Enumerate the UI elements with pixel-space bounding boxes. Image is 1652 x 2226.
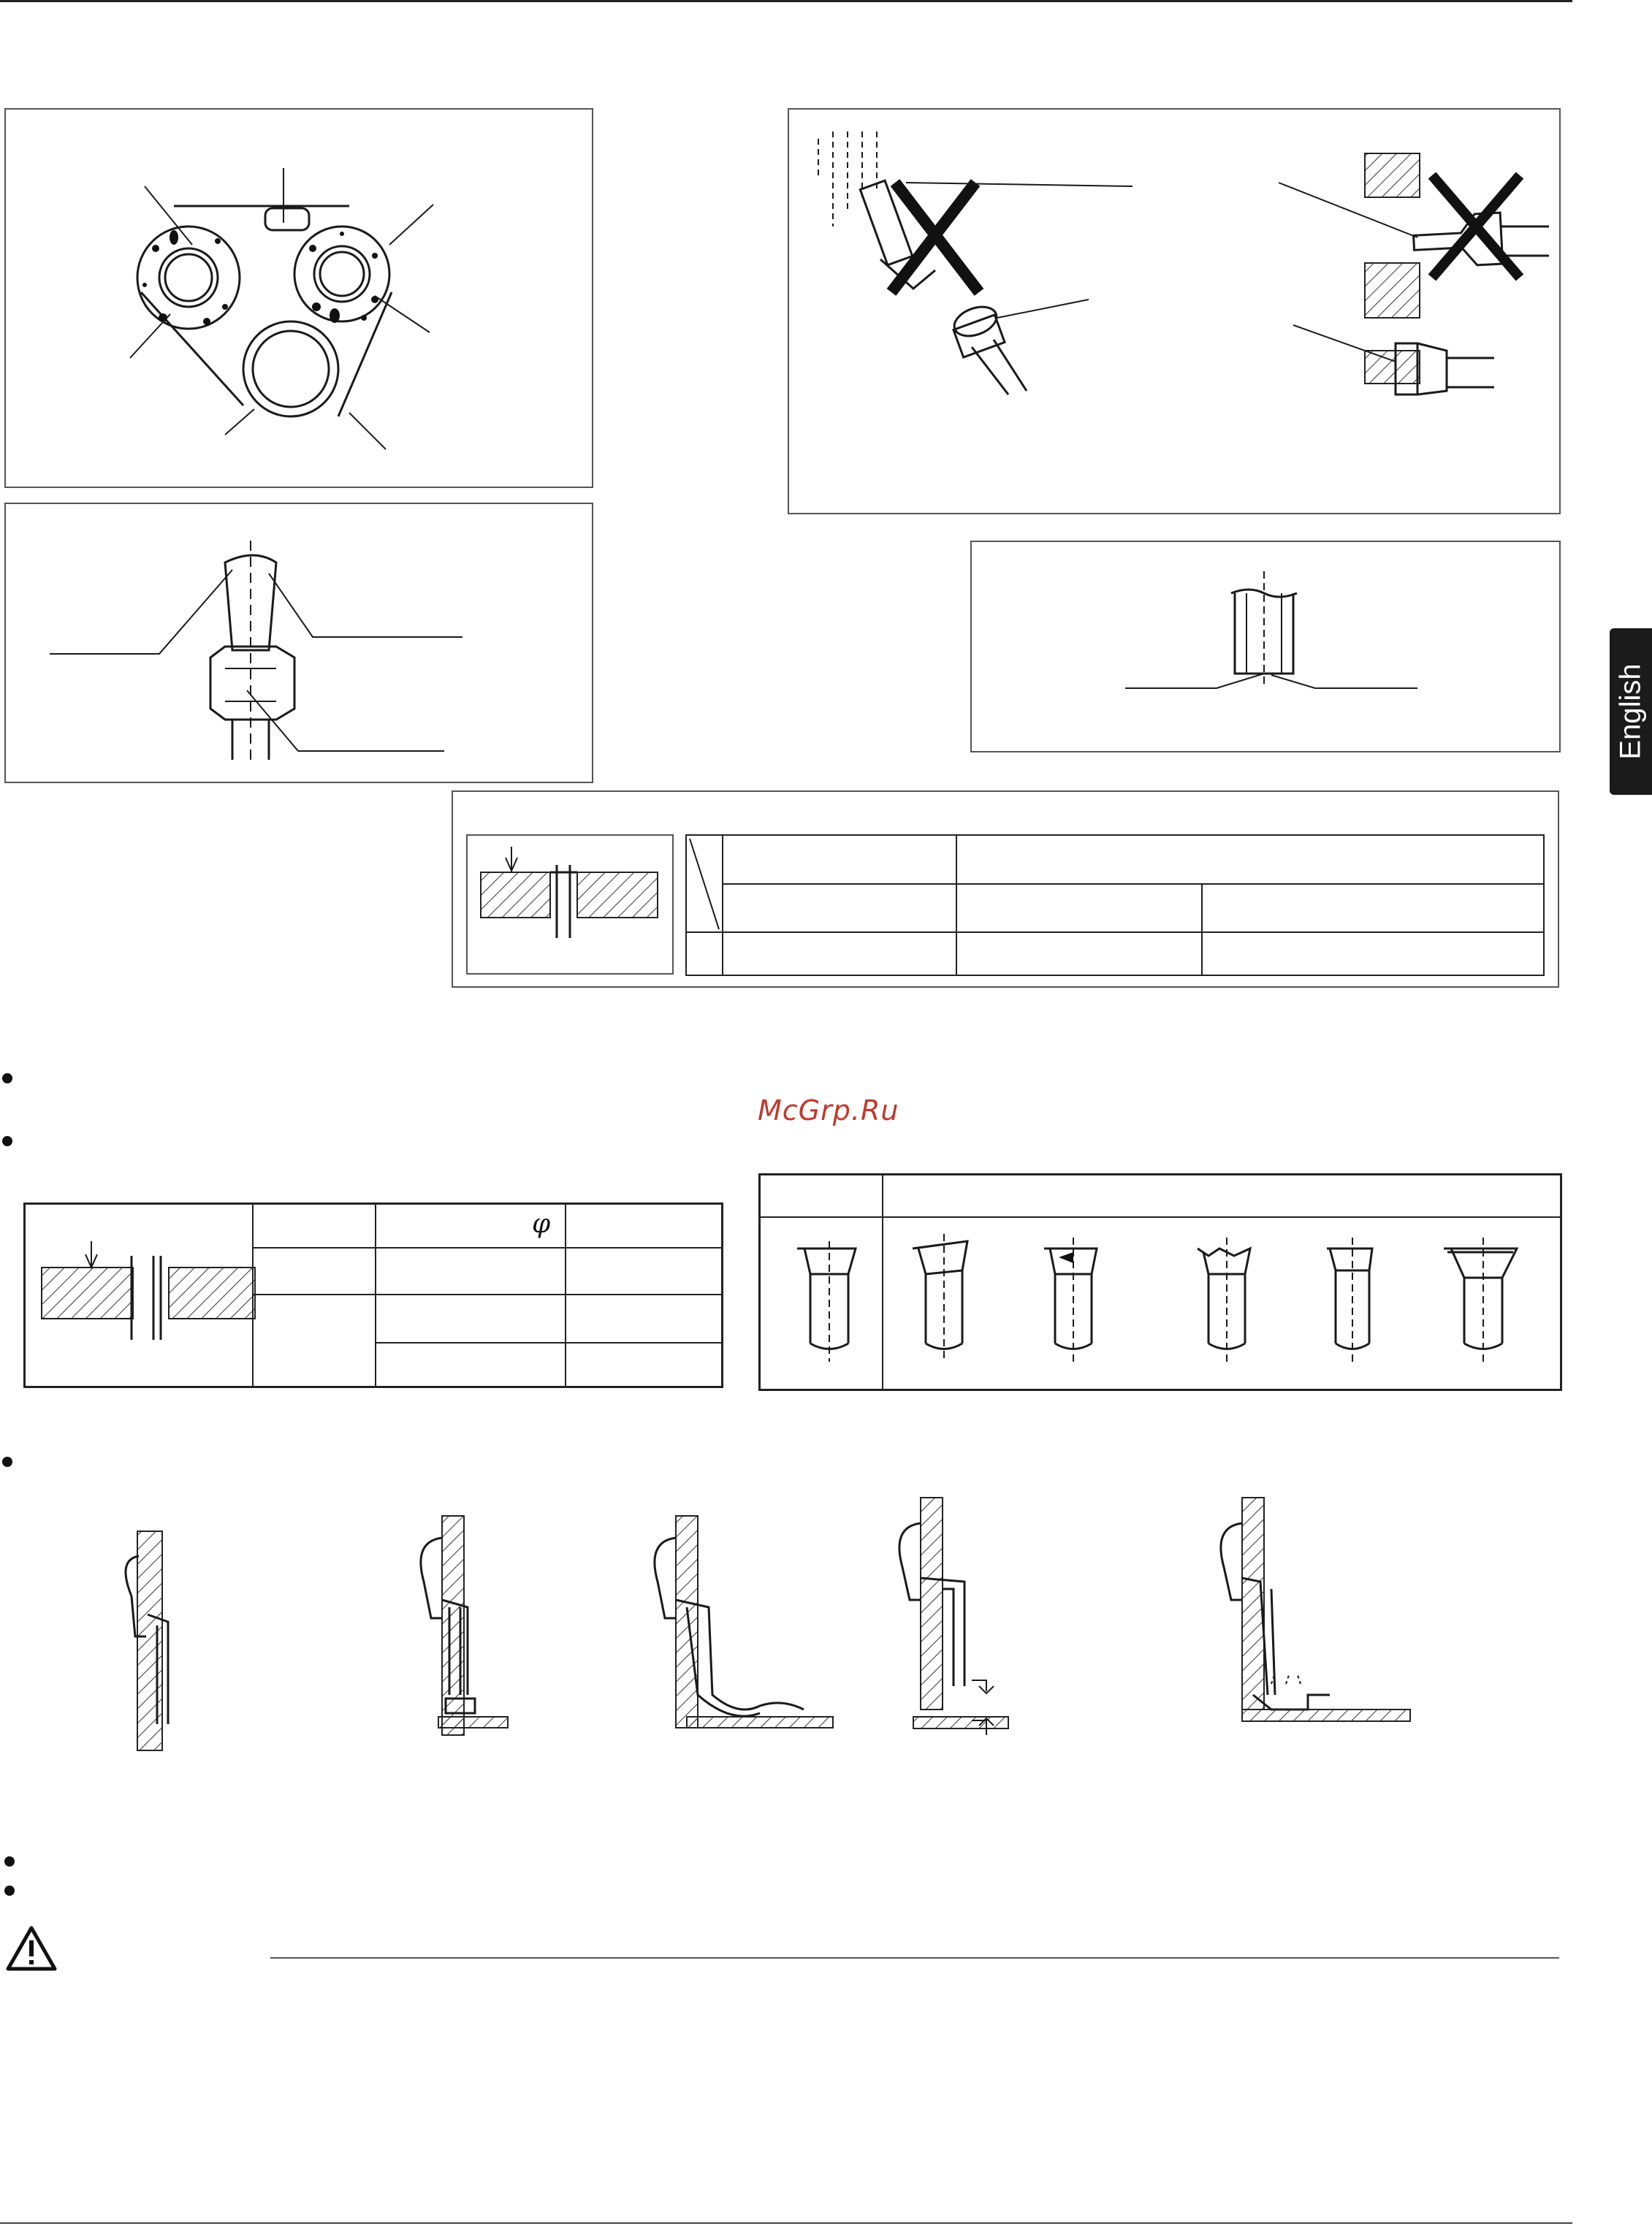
pipe-bundle-drawing [6,110,595,489]
flare-dimension-table [685,834,1545,976]
table-row-divider [375,1342,723,1343]
figure-pipe-insulation [4,108,593,488]
table-cell [1202,932,1544,975]
diameter-symbol: φ [532,1209,551,1239]
table-row-divider [252,1294,723,1295]
figure-flare-handling [788,108,1561,514]
bottom-rule [0,2222,1572,2224]
drain-submerged-example [1221,1498,1410,1721]
flare-nut-drawing [6,504,595,785]
drain-correct-example [126,1531,168,1750]
table-header-cell [723,835,956,884]
warning-triangle-icon [6,1926,57,1971]
table-cell [686,932,723,975]
bullet-dot-icon [4,1886,15,1896]
flare-shapes-drawing [761,1175,1560,1389]
table-header-cell [1202,884,1544,933]
table-header-cell [723,884,956,933]
top-rule [0,0,1572,2]
table-col-divider [252,1205,254,1386]
bullet-dot-icon [4,1856,15,1867]
flare-dimension-sketch [466,834,674,975]
flare-handling-drawing [789,110,1562,516]
figure-flare-dimension [452,790,1559,988]
table-col-divider [375,1205,376,1386]
drain-wavy-example [655,1516,833,1728]
watermark: McGrp.Ru [758,1094,899,1127]
table-corner-cell [686,835,723,932]
drain-gap-example [899,1498,1008,1735]
figure-flare-nut [4,503,593,783]
bullet-dot-icon [2,1457,12,1467]
flare-spec-table [23,1202,723,1388]
table-cell [956,932,1202,975]
warning-rule [270,1957,1559,1959]
language-tab [1610,628,1652,795]
drain-hose-routing-drawing [73,1498,1534,1731]
flare-spec-sketch [26,1205,252,1387]
flare-shape-examples [758,1173,1562,1391]
gas-pipe-insulation [294,226,389,321]
table-col-divider [565,1205,566,1386]
language-tab-label: English [1614,663,1647,760]
table-header-cell [956,835,1544,884]
table-row-divider [252,1247,723,1249]
drain-raised-example [421,1516,508,1735]
table-header-cell [956,884,1202,933]
table-cell [723,932,956,975]
figure-pipe-cut [970,541,1561,752]
liquid-pipe-insulation [137,226,240,329]
drain-hose [243,321,338,416]
pipe-cut-drawing [972,542,1562,754]
bullet-dot-icon [2,1136,12,1146]
bullet-dot-icon [2,1073,12,1083]
